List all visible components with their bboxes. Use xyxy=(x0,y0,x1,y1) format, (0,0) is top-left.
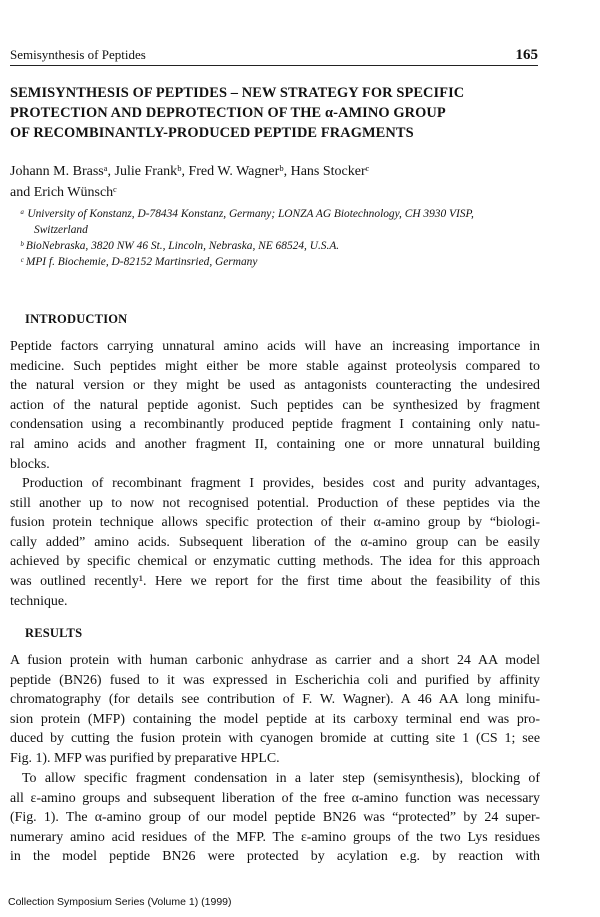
running-head-title: Semisynthesis of Peptides xyxy=(10,47,146,62)
text-line: the natural version or they might be used as antagonists counteracting the undesired xyxy=(10,378,540,394)
text-line: blocks. xyxy=(10,456,50,472)
text-line: fusion protein technique allows specific protection of their α-amino group by “biologi- xyxy=(10,515,540,531)
text-line: Fig. 1). MFP was purified by preparative HPLC. xyxy=(10,750,280,766)
page-number: 165 xyxy=(515,47,538,63)
text-line: duced by cutting the fusion protein with cyanogen bromide at cutting site 1 (CS 1; see xyxy=(10,731,540,747)
affiliation-c: ᶜ MPI f. Biochemie, D-82152 Martinsried, Germany xyxy=(20,256,258,268)
text-line: in the model peptide BN26 were protected by acylation e.g. by reaction with xyxy=(10,849,540,865)
header-rule xyxy=(10,65,538,66)
results-heading: RESULTS xyxy=(25,626,83,640)
author-line: and Erich Wünschᶜ xyxy=(10,185,117,200)
text-line: was outlined recently¹. Here we report for the first time about the feasibility of this xyxy=(10,573,540,589)
text-line: cally added” amino acids. Subsequent liberation of the α-amino group can be easily xyxy=(10,534,540,550)
results-paragraph-2 xyxy=(10,769,540,867)
article-title xyxy=(10,83,570,143)
text-line: technique. xyxy=(10,593,68,609)
affiliation-a-cont: Switzerland xyxy=(34,224,88,236)
introduction-paragraph-1 xyxy=(10,337,540,474)
text-line: condensation using a recombinantly produced peptide fragment I containing only natu- xyxy=(10,417,540,433)
title-line: PROTECTION AND DEPROTECTION OF THE α-AMINO GROUP xyxy=(10,105,446,121)
affiliations xyxy=(20,206,560,270)
text-line: numerary amino acid residues of the MFP. The ε-amino groups of the two Lys residues xyxy=(10,829,540,845)
text-line: To allow specific fragment condensation in a later step (semisynthesis), blocking of xyxy=(22,771,540,786)
text-line: Peptide factors carrying unnatural amino acids will have an increasing importance in xyxy=(10,339,540,354)
text-line: achieved by specific chemical or enzymatic cutting methods. The idea for this approach xyxy=(10,554,540,570)
results-paragraph-1 xyxy=(10,651,540,769)
title-line: SEMISYNTHESIS OF PEPTIDES – NEW STRATEGY FOR SPECIFIC xyxy=(10,85,465,101)
running-head xyxy=(10,47,538,64)
title-line: OF RECOMBINANTLY-PRODUCED PEPTIDE FRAGMENTS xyxy=(10,125,414,141)
author-line: Johann M. Brassᵃ, Julie Frankᵇ, Fred W. Wagnerᵇ, Hans Stockerᶜ xyxy=(10,164,370,179)
text-line: chromatography (for details see contribution of F. W. Wagner). A 46 AA long minifu- xyxy=(10,692,540,708)
text-line: peptide (BN26) fused to it was expressed in Escherichia coli and purified by affinity xyxy=(10,672,540,688)
text-line: action of the natural peptide agonist. Such peptides can be synthesized by fragment xyxy=(10,397,540,413)
text-line: sion protein (MFP) containing the model peptide at its carboxy terminal end was pro- xyxy=(10,711,540,727)
footer-citation: Collection Symposium Series (Volume 1) (1999) xyxy=(8,896,232,908)
text-line: Production of recombinant fragment I provides, besides cost and purity advantages, xyxy=(22,476,540,491)
text-line: A fusion protein with human carbonic anhydrase as carrier and a short 24 AA model xyxy=(10,653,540,668)
text-line: (Fig. 1). The α-amino group of our model peptide BN26 was “protected” by 24 super- xyxy=(10,810,540,826)
author-list xyxy=(10,161,570,203)
text-line: medicine. Such peptides might either be more stable against proteolysis compared to xyxy=(10,358,540,374)
affiliation-a: ᵃ University of Konstanz, D-78434 Konstanz, Germany; LONZA AG Biotechnology, CH 3930 VISP, xyxy=(20,208,474,220)
text-line: ral amino acids and another fragment II, containing one or more unnatural building xyxy=(10,436,540,452)
text-line: all ε-amino groups and subsequent liberation of the free α-amino function was necessary xyxy=(10,790,540,806)
introduction-paragraph-2 xyxy=(10,474,540,611)
text-line: still another up to now not recognised potential. Production of these peptides via the xyxy=(10,495,540,511)
introduction-heading: INTRODUCTION xyxy=(25,312,128,326)
affiliation-b: ᵇ BioNebraska, 3820 NW 46 St., Lincoln, Nebraska, NE 68524, U.S.A. xyxy=(20,240,340,252)
